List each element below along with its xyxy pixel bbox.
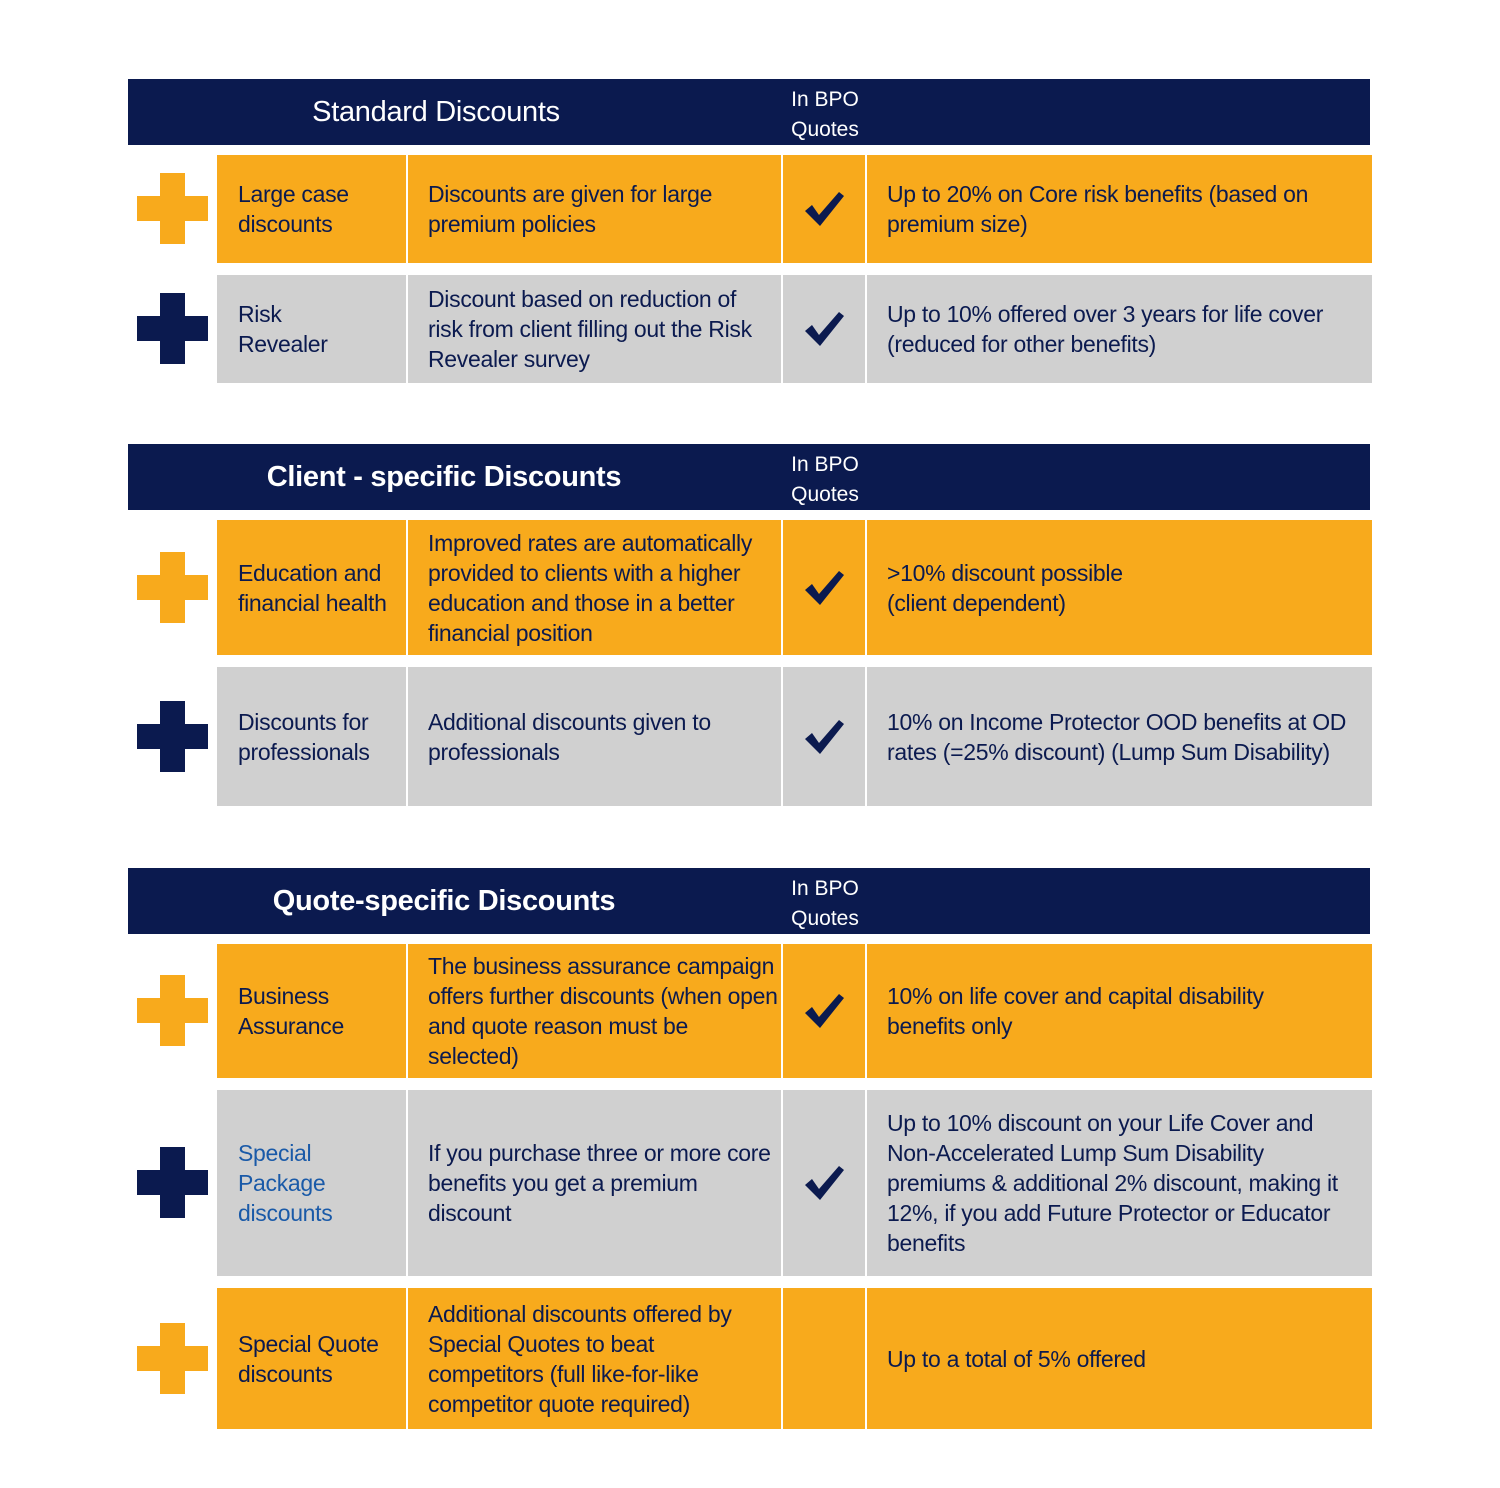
discount-row-business-assurance bbox=[128, 944, 1372, 1078]
discount-description-cell bbox=[408, 944, 781, 1078]
discount-row-large-case bbox=[128, 155, 1372, 263]
plus-icon bbox=[137, 1323, 208, 1394]
in-bpo-quotes-cell bbox=[783, 275, 865, 383]
discount-description-cell bbox=[408, 520, 781, 655]
discount-description-cell bbox=[408, 1288, 781, 1429]
discount-value: >10% discount possible (client dependent) bbox=[887, 559, 1123, 616]
discount-description: Improved rates are automatically provided to clients with a higher education and those in a better financial position bbox=[428, 529, 753, 646]
section-title: Standard Discounts bbox=[312, 95, 560, 128]
discount-name: Special Quote discounts bbox=[238, 1330, 379, 1387]
section-header bbox=[128, 444, 1370, 510]
checkmark-icon bbox=[802, 189, 846, 229]
discount-row-special-quote bbox=[128, 1288, 1372, 1429]
discount-value-cell bbox=[867, 944, 1372, 1078]
discount-value-cell bbox=[867, 275, 1372, 383]
plus-icon bbox=[137, 1147, 208, 1218]
discount-value-cell bbox=[867, 1090, 1372, 1276]
discount-name-cell bbox=[217, 667, 406, 806]
discount-row-education-financial-health bbox=[128, 520, 1372, 655]
discount-name-cell bbox=[217, 1090, 406, 1276]
discount-description: If you purchase three or more core benefits you get a premium discount bbox=[428, 1140, 771, 1226]
in-bpo-quotes-column-label: In BPO Quotes bbox=[791, 877, 859, 930]
discount-name: Large case discounts bbox=[238, 181, 349, 237]
plus-icon bbox=[137, 552, 208, 623]
discount-value: Up to 10% discount on your Life Cover and Non-Accelerated Lump Sum Disability premiums & additional 2% discount, making it 12%, if you add Future Protector or Educator benefits bbox=[887, 1110, 1338, 1256]
section-header bbox=[128, 79, 1370, 145]
section-header bbox=[128, 868, 1370, 934]
discount-description: Additional discounts offered by Special Quotes to beat competitors (full like-for-like competitor quote required) bbox=[428, 1300, 732, 1417]
discount-description: Additional discounts given to professionals bbox=[428, 708, 711, 765]
discount-value-cell bbox=[867, 155, 1372, 263]
in-bpo-quotes-cell bbox=[783, 1288, 865, 1429]
in-bpo-quotes-cell bbox=[783, 520, 865, 655]
discount-name: Special Package discounts bbox=[238, 1140, 333, 1226]
discount-description-cell bbox=[408, 155, 781, 263]
discount-row-risk-revealer bbox=[128, 275, 1372, 383]
in-bpo-quotes-cell bbox=[783, 667, 865, 806]
checkmark-icon bbox=[802, 991, 846, 1031]
section-title: Quote-specific Discounts bbox=[272, 884, 616, 917]
discount-description-cell bbox=[408, 1090, 781, 1276]
discount-name: Education and financial health bbox=[238, 559, 387, 616]
plus-icon bbox=[137, 173, 208, 244]
discount-name-cell bbox=[217, 155, 406, 263]
checkmark-icon bbox=[802, 568, 846, 608]
in-bpo-quotes-column-label: In BPO Quotes bbox=[791, 453, 859, 506]
discount-value: 10% on life cover and capital disability benefits only bbox=[887, 983, 1264, 1039]
discount-name-cell bbox=[217, 275, 406, 383]
discount-description-cell bbox=[408, 275, 781, 383]
discount-name: Business Assurance bbox=[238, 983, 344, 1039]
discount-description: Discounts are given for large premium policies bbox=[428, 181, 713, 237]
discount-value: 10% on Income Protector OOD benefits at OD rates (=25% discount) (Lump Sum Disability) bbox=[887, 708, 1347, 765]
checkmark-icon bbox=[802, 1163, 846, 1203]
discount-name-cell bbox=[217, 944, 406, 1078]
discount-value: Up to 10% offered over 3 years for life cover (reduced for other benefits) bbox=[887, 301, 1324, 357]
plus-icon bbox=[137, 701, 208, 772]
discount-row-special-package bbox=[128, 1090, 1372, 1276]
checkmark-icon bbox=[802, 717, 846, 757]
discount-description: The business assurance campaign offers further discounts (when open and quote reason must be selected) bbox=[428, 953, 778, 1069]
in-bpo-quotes-column-label: In BPO Quotes bbox=[791, 88, 859, 141]
discount-name-cell bbox=[217, 1288, 406, 1429]
discount-description: Discount based on reduction of risk from client filling out the Risk Revealer survey bbox=[428, 286, 752, 372]
checkmark-icon bbox=[802, 309, 846, 349]
in-bpo-quotes-cell bbox=[783, 1090, 865, 1276]
discount-value: Up to 20% on Core risk benefits (based on premium size) bbox=[887, 181, 1309, 237]
plus-icon bbox=[137, 975, 208, 1046]
plus-icon bbox=[137, 293, 208, 364]
discount-name-cell bbox=[217, 520, 406, 655]
discount-value-cell bbox=[867, 520, 1372, 655]
in-bpo-quotes-cell bbox=[783, 155, 865, 263]
discount-row-professionals bbox=[128, 667, 1372, 806]
discount-value-cell bbox=[867, 667, 1372, 806]
in-bpo-quotes-cell bbox=[783, 944, 865, 1078]
discount-value-cell bbox=[867, 1288, 1372, 1429]
discount-description-cell bbox=[408, 667, 781, 806]
discount-name: Discounts for professionals bbox=[238, 708, 370, 765]
section-title: Client - specific Discounts bbox=[266, 460, 622, 493]
discount-value: Up to a total of 5% offered bbox=[887, 1345, 1146, 1372]
discount-name: Risk Revealer bbox=[238, 301, 328, 357]
